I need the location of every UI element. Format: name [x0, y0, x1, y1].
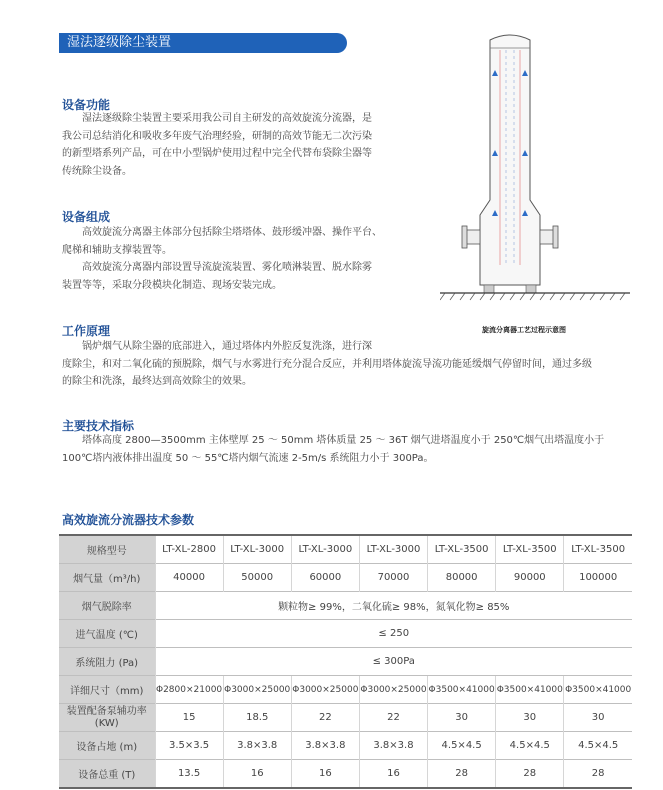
text-line: 的新型塔系列产品，可在中小型锅炉使用过程中完全代替布袋除尘器等 [62, 148, 372, 159]
table-cell: 16 [223, 760, 291, 789]
table-cell: 3.5×3.5 [155, 732, 223, 760]
table-row [59, 564, 632, 592]
table-cell: 100000 [564, 564, 632, 592]
table-cell: 3.8×3.8 [291, 732, 359, 760]
text-line: 湿法逐级除尘装置主要采用我公司自主研发的高效旋流分流器，是 [62, 113, 372, 124]
row-label: 详细尺寸（mm) [59, 676, 155, 704]
section-heading-composition: 设备组成 [62, 210, 111, 224]
table-cell: 15 [155, 704, 223, 732]
section-body-principle [62, 338, 592, 391]
row-label: 装置配备泵辅功率 (KW) [59, 704, 155, 732]
section-body-composition [62, 224, 382, 294]
header-cell: LT-XL-3500 [496, 535, 564, 564]
separator-diagram [440, 30, 630, 310]
row-label: 烟气脱除率 [59, 592, 155, 620]
table-cell: 90000 [496, 564, 564, 592]
table-cell: 80000 [428, 564, 496, 592]
section-heading-specs: 主要技术指标 [62, 419, 135, 433]
table-cell: 13.5 [155, 760, 223, 789]
text-line: 爬梯和辅助支撑装置等。 [62, 244, 172, 256]
header-cell: LT-XL-3000 [223, 535, 291, 564]
row-label: 进气温度 (℃) [59, 620, 155, 648]
table-cell: 30 [428, 704, 496, 732]
table-row [59, 648, 632, 676]
text-line: 锅炉烟气从除尘器的底部进入，通过塔体内外腔反复洗涤，进行深 [62, 341, 372, 352]
text-line: 100℃塔内液体排出温度 50 ～ 55℃塔内烟气流速 2-5m/s 系统阻力小于 300Pa。 [62, 452, 434, 464]
text-line: 传统除尘设备。 [62, 165, 132, 177]
table-cell: 28 [564, 760, 632, 789]
table-cell: 16 [359, 760, 427, 789]
table-title: 高效旋流分流器技术参数 [62, 513, 195, 527]
row-label: 设备总重 (T) [59, 760, 155, 789]
table-cell: 70000 [359, 564, 427, 592]
table-cell: 18.5 [223, 704, 291, 732]
table-cell: Φ3000×25000 [359, 676, 427, 704]
text-line: 我公司总结消化和吸收多年废气治理经验，研制的高效节能无二次污染 [62, 130, 372, 142]
page-title: 湿法逐级除尘装置 [59, 33, 347, 53]
table-row [59, 620, 632, 648]
text-line: 的除尘和洗涤，最终达到高效除尘的效果。 [62, 376, 252, 387]
section-heading-function: 设备功能 [62, 98, 111, 112]
diagram-caption: 旋流分离器工艺过程示意图 [482, 326, 566, 334]
table-cell: 22 [291, 704, 359, 732]
text-line: 高效旋流分离器内部设置导流旋流装置、雾化喷淋装置、脱水除雾 [62, 262, 372, 273]
merged-cell: ≤ 300Pa [155, 648, 632, 676]
table-cell: 4.5×4.5 [564, 732, 632, 760]
spec-table [59, 534, 632, 789]
table-cell: 16 [291, 760, 359, 789]
merged-cell: ≤ 250 [155, 620, 632, 648]
table-cell: 50000 [223, 564, 291, 592]
table-row [59, 704, 632, 732]
table-cell: 28 [496, 760, 564, 789]
section-body-specs [62, 432, 604, 467]
header-cell: LT-XL-3000 [359, 535, 427, 564]
table-row [59, 760, 632, 789]
section-heading-principle: 工作原理 [62, 324, 111, 338]
table-header-row [59, 535, 632, 564]
section-body-function [62, 110, 372, 180]
text-line: 高效旋流分离器主体部分包括除尘塔塔体、鼓形缓冲器、操作平台、 [62, 227, 382, 238]
table-cell: 30 [564, 704, 632, 732]
table-cell: 3.8×3.8 [359, 732, 427, 760]
table-cell: Φ3000×25000 [291, 676, 359, 704]
table-cell: Φ2800×21000 [155, 676, 223, 704]
table-cell: 3.8×3.8 [223, 732, 291, 760]
table-cell: Φ3500×41000 [564, 676, 632, 704]
header-cell: LT-XL-2800 [155, 535, 223, 564]
table-cell: 60000 [291, 564, 359, 592]
row-label: 烟气量（m³/h) [59, 564, 155, 592]
header-cell: 规格型号 [59, 535, 155, 564]
merged-cell: 颗粒物≥ 99%，二氧化硫≥ 98%，氮氧化物≥ 85% [155, 592, 632, 620]
header-cell: LT-XL-3500 [564, 535, 632, 564]
row-label: 设备占地 (m) [59, 732, 155, 760]
table-row [59, 732, 632, 760]
text-line: 塔体高度 2800—3500mm 主体壁厚 25 ～ 50mm 塔体质量 25 ～ 36T 烟气进塔温度小于 250℃烟气出塔温度小于 [62, 435, 605, 446]
text-line: 度除尘，和对二氧化硫的预脱除，烟气与水雾进行充分混合反应，并利用塔体旋流导流功能延缓烟气停留时间，通过多级 [62, 358, 592, 370]
row-label: 系统阻力 (Pa) [59, 648, 155, 676]
table-cell: 28 [428, 760, 496, 789]
table-cell: Φ3000×25000 [223, 676, 291, 704]
header-cell: LT-XL-3000 [291, 535, 359, 564]
text-line: 装置等等，采取分段模块化制造、现场安装完成。 [62, 279, 282, 291]
header-cell: LT-XL-3500 [428, 535, 496, 564]
table-cell: 40000 [155, 564, 223, 592]
table-cell: Φ3500×41000 [496, 676, 564, 704]
table-row [59, 592, 632, 620]
table-cell: 4.5×4.5 [496, 732, 564, 760]
table-cell: 30 [496, 704, 564, 732]
table-cell: Φ3500×41000 [428, 676, 496, 704]
table-cell: 4.5×4.5 [428, 732, 496, 760]
table-cell: 22 [359, 704, 427, 732]
table-row [59, 676, 632, 704]
